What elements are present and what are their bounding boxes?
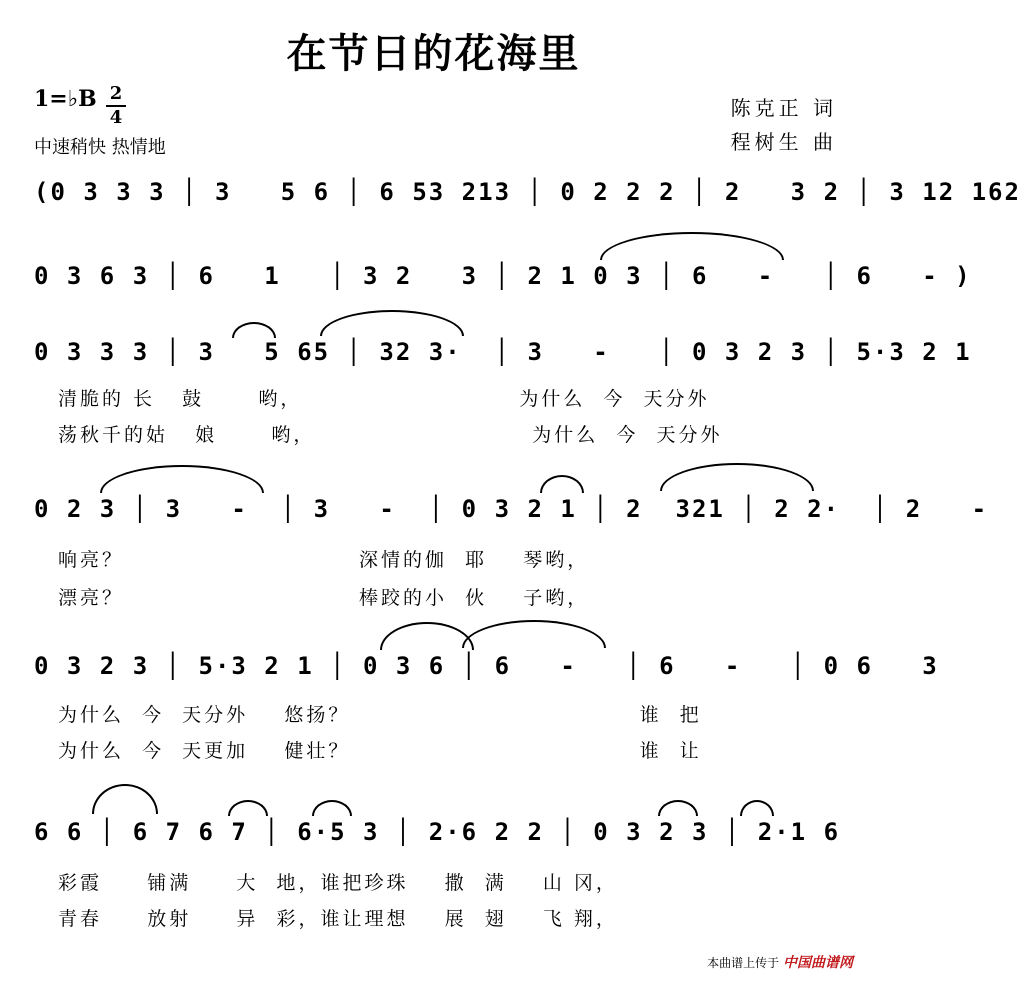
slur: [660, 463, 814, 491]
slur: [100, 465, 264, 493]
slur: [380, 622, 474, 650]
slur: [658, 800, 698, 816]
lyric-verse-2: 漂亮？ 棒跤的小 伙 子哟，: [58, 587, 590, 609]
slur: [462, 620, 606, 648]
lyric-verse-1: 彩霞 铺满 大 地，谁把珍珠 撒 满 山 冈，: [58, 872, 618, 894]
slur: [228, 800, 268, 816]
lyric-verse-2: 为什么 今 天更加 健壮？ 谁 让: [58, 740, 702, 762]
lyric-verse-1: 响亮？ 深情的伽 耶 琴哟，: [58, 549, 590, 571]
meter-numerator: 2: [109, 83, 123, 104]
notation-line: 0 2 3 │ 3 - │ 3 - │ 0 3 2 1 │ 2 321 │ 2 2· │ 2 -: [34, 495, 989, 523]
notation-line: (0 3 3 3 │ 3 5 6 │ 6 53 213 │ 0 2 2 2 │ 2 3 2 │ 3 12 162: [34, 178, 1021, 206]
tempo-marking: 中速稍快 热情地: [34, 137, 166, 158]
lyric-verse-2: 荡秋千的姑 娘 哟， 为什么 今 天分外: [58, 424, 723, 446]
score-system-4: [0, 495, 989, 609]
footer-credit: [707, 952, 853, 972]
score-system-6: [0, 818, 867, 930]
lyric-verse-2: 青春 放射 异 彩，谁让理想 展 翅 飞 翔，: [58, 908, 618, 930]
lyric-verse-1: 为什么 今 天分外 悠扬？ 谁 把: [58, 704, 702, 726]
slur: [740, 800, 774, 816]
time-signature: [106, 84, 126, 128]
footer-brand-logo[interactable]: 中国曲谱网: [783, 955, 853, 971]
notation-line: 0 3 2 3 │ 5·3 2 1 │ 0 3 6 │ 6 - │ 6 - │ 0 6 3: [34, 652, 939, 680]
song-title: 在节日的花海里: [286, 30, 581, 77]
score-system-3: [0, 338, 972, 446]
key-signature: 1=♭B: [34, 86, 97, 112]
score-system-5: [0, 652, 939, 762]
lyric-verse-1: 清脆的 长 鼓 哟， 为什么 今 天分外: [58, 388, 710, 410]
meter-denominator: 4: [109, 107, 123, 128]
notation-line: 6 6 │ 6 7 6 7 │ 6·5 3 │ 2·6 2 2 │ 0 3 2 3 │ 2·1 6: [34, 818, 841, 846]
slur: [92, 784, 158, 814]
notation-line: 0 3 3 3 │ 3 5 65 │ 32 3· │ 3 - │ 0 3 2 3 │ 5·3 2 1: [34, 338, 972, 366]
composer-credit: 程树生 曲: [730, 130, 837, 154]
notation-line: 0 3 6 3 │ 6 1 │ 3 2 3 │ 2 1 0 3 │ 6 - │ 6 - ): [34, 262, 972, 290]
footer-text: 本曲谱上传于: [707, 956, 780, 970]
slur: [312, 800, 352, 816]
lyricist-credit: 陈克正 词: [730, 96, 837, 120]
slur: [540, 475, 584, 493]
